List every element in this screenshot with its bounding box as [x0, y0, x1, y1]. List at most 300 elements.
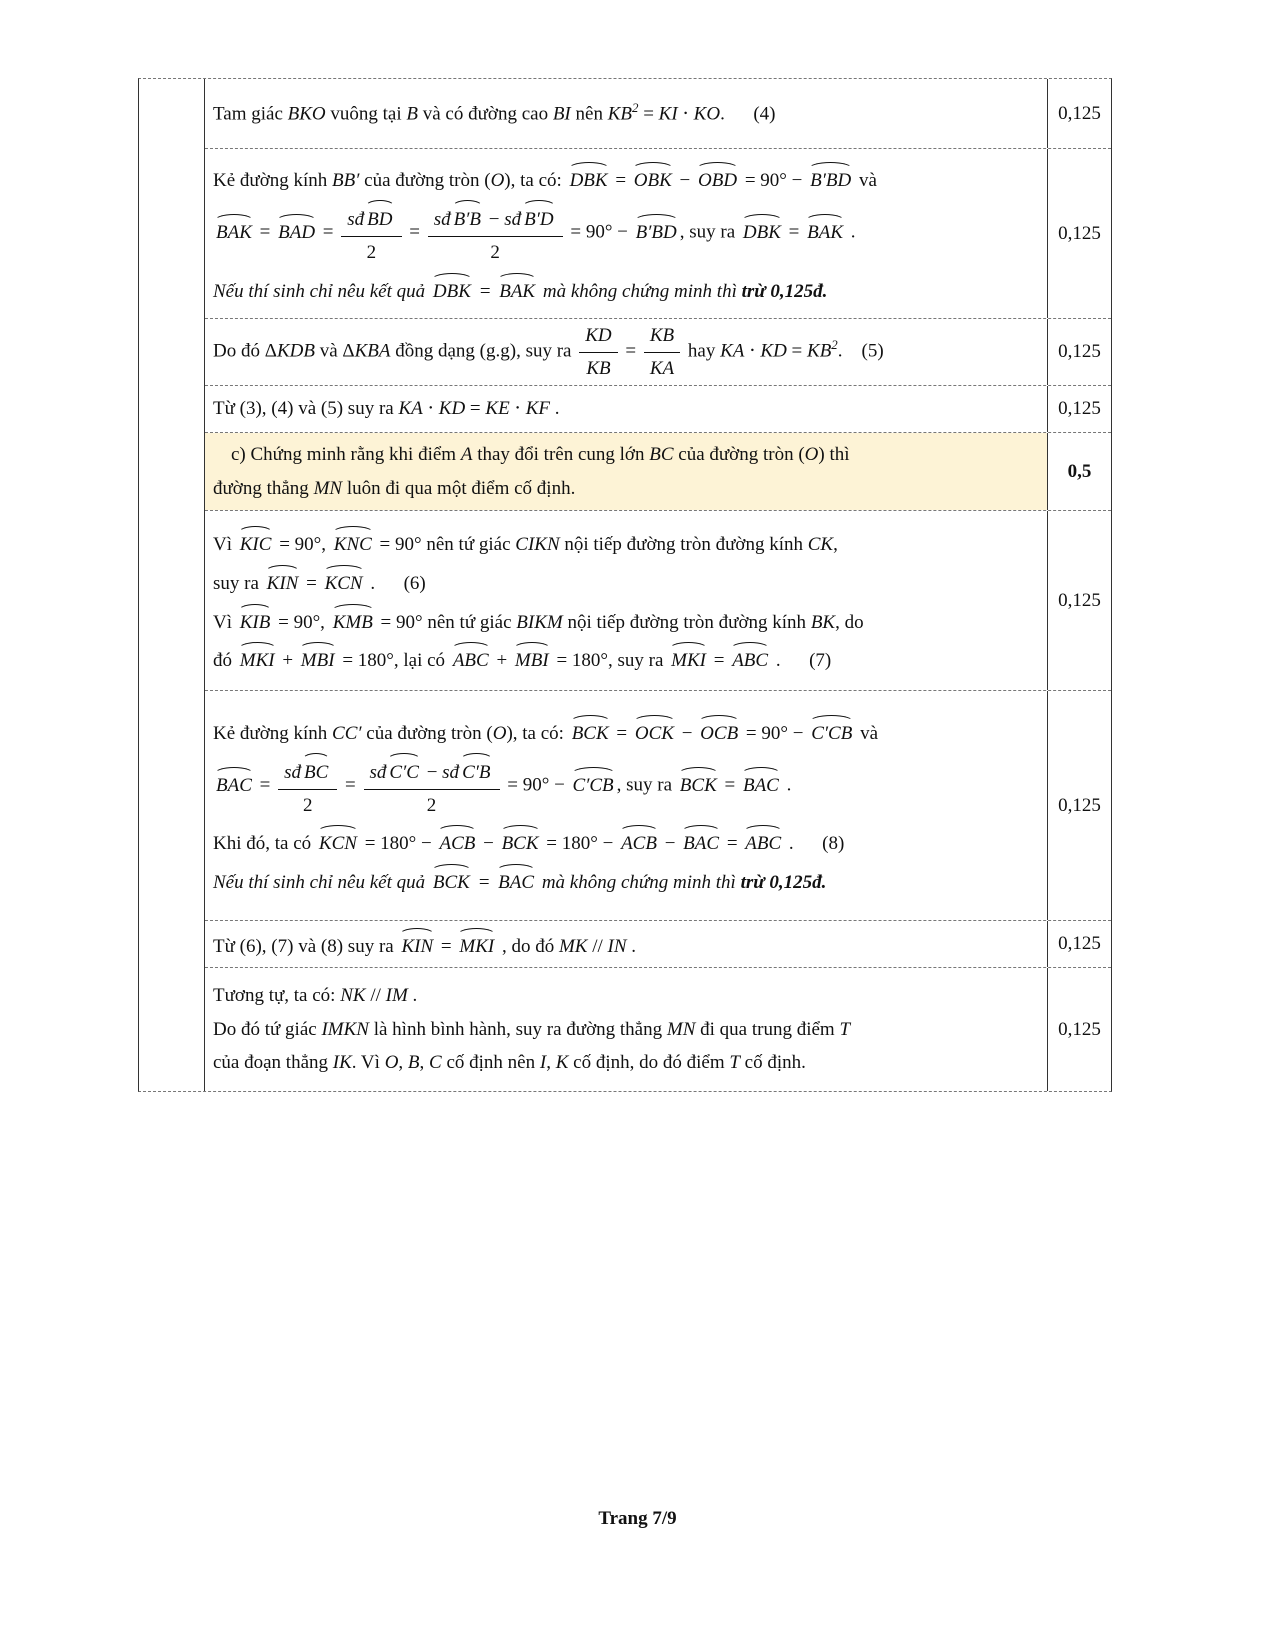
- points-cell: 0,125: [1047, 79, 1111, 148]
- math-text: BAK: [499, 280, 536, 302]
- math-text: OCB: [700, 722, 739, 744]
- text: ) thì: [818, 443, 850, 465]
- text: . (8): [784, 833, 845, 855]
- angle-arc: [317, 825, 359, 858]
- math-text: KIB: [239, 611, 271, 633]
- angle-arc: [214, 767, 254, 800]
- angle-arc: [265, 565, 301, 598]
- text: =: [786, 340, 808, 362]
- points-cell: 0,125: [1047, 511, 1111, 690]
- angle-arc: [634, 214, 679, 247]
- text: Tam giác: [213, 103, 288, 125]
- text: −: [659, 833, 681, 855]
- math-text: KIN: [266, 572, 299, 594]
- math-text: KMB: [332, 611, 373, 633]
- text: vuông tại: [325, 103, 407, 125]
- text: 2: [426, 794, 437, 816]
- math-text: BC: [649, 443, 674, 465]
- table-rows: [205, 79, 1111, 1091]
- table-row: [205, 511, 1111, 691]
- text: và: [854, 169, 877, 191]
- text: cố định, do đó điểm: [568, 1052, 730, 1074]
- text: Nếu thí sinh chỉ nêu kết quả: [213, 280, 430, 302]
- table-row: [205, 921, 1111, 968]
- math-text: C′CB: [811, 722, 853, 744]
- text-line: [213, 159, 1037, 198]
- math-text: BCK: [501, 833, 539, 855]
- math-text: sđ: [433, 209, 451, 231]
- angle-arc: [460, 753, 492, 787]
- math-text: KD: [760, 340, 787, 362]
- math-text: BCK: [679, 774, 717, 796]
- math-text: KB: [807, 340, 832, 362]
- text: nội tiếp đường tròn đường kính: [562, 611, 811, 633]
- text: .: [549, 398, 560, 420]
- math-text: BAD: [278, 221, 316, 243]
- angle-arc: [632, 162, 674, 195]
- math-text: B′D: [524, 209, 554, 231]
- text: c) Chứng minh rằng khi điểm: [231, 443, 461, 465]
- text: Do đó tứ giác: [213, 1018, 322, 1040]
- text: =: [254, 774, 276, 796]
- text: = 90°,: [273, 611, 330, 633]
- angle-arc: [669, 642, 708, 675]
- text: . Vì: [351, 1052, 385, 1074]
- angle-arc: [437, 825, 477, 858]
- math-text: sđ: [504, 209, 522, 231]
- text: =: [611, 722, 632, 744]
- text: Do đó Δ: [213, 340, 277, 362]
- math-text: BKO: [287, 103, 326, 125]
- math-text: KIC: [239, 534, 272, 556]
- text: Kẻ đường kính: [213, 722, 333, 744]
- solution-cell: [205, 511, 1047, 690]
- question-c-statement: [205, 433, 1047, 510]
- angle-arc: [619, 825, 659, 858]
- text: //: [365, 985, 386, 1007]
- points-cell: 0,125: [1047, 921, 1111, 967]
- math-text: B′BD: [810, 169, 852, 191]
- math-text: T: [839, 1018, 851, 1040]
- text: =: [722, 833, 743, 855]
- text: −: [674, 169, 695, 191]
- question-number-column: [139, 79, 205, 1091]
- superscript: 2: [631, 100, 639, 116]
- math-text: BI: [552, 103, 571, 125]
- math-text: KF: [525, 398, 550, 420]
- text-line: [213, 712, 1037, 751]
- points-cell: 0,125: [1047, 149, 1111, 318]
- angle-arc: [302, 753, 330, 787]
- text-line: [213, 750, 1037, 822]
- angle-arc: [214, 214, 254, 247]
- table-row-question-c: [205, 433, 1111, 511]
- math-text: O: [804, 443, 819, 465]
- text: ⋅: [422, 398, 439, 420]
- text: 2: [302, 794, 313, 816]
- text-line: [213, 562, 1037, 601]
- text: đường thẳng: [213, 477, 314, 499]
- math-text: KCN: [324, 572, 363, 594]
- angle-arc: [238, 526, 274, 559]
- points-cell: 0,125: [1047, 691, 1111, 920]
- text: = 180° −: [359, 833, 437, 855]
- angle-arc: [331, 604, 375, 637]
- text: Vì: [213, 534, 237, 556]
- angle-arc: [497, 273, 537, 306]
- angle-arc: [323, 565, 365, 598]
- angle-arc: [452, 200, 483, 234]
- math-text: B: [406, 103, 418, 125]
- math-text: sđ: [347, 209, 365, 231]
- text-line: [213, 472, 1037, 506]
- solution-cell: [205, 921, 1047, 967]
- text: .: [781, 774, 792, 796]
- text: của đoạn thẳng: [213, 1052, 333, 1074]
- angle-arc: [571, 767, 616, 800]
- math-text: K: [555, 1052, 569, 1074]
- angle-arc: [633, 715, 676, 748]
- math-text: C′B: [462, 762, 491, 784]
- math-text: KDB: [276, 340, 315, 362]
- solution-table: [138, 78, 1112, 1092]
- angle-arc: [678, 767, 719, 800]
- text: =: [620, 340, 641, 362]
- text: = 90° −: [502, 774, 570, 796]
- angle-arc: [730, 642, 770, 675]
- text: ⋅: [677, 103, 694, 125]
- text: luôn đi qua một điểm cố định.: [342, 477, 576, 499]
- text: hay: [683, 340, 721, 362]
- text: =: [610, 169, 631, 191]
- math-text: BAC: [498, 871, 535, 893]
- text: =: [708, 650, 730, 672]
- text: và Δ: [314, 340, 355, 362]
- text: và: [855, 722, 878, 744]
- text: =: [436, 935, 457, 957]
- solution-cell: [205, 968, 1047, 1091]
- text: =: [404, 221, 425, 243]
- angle-arc: [500, 825, 541, 858]
- text-line: [213, 1013, 1037, 1047]
- text: +: [277, 650, 298, 672]
- text: = 90° nên tứ giác: [375, 611, 517, 633]
- text-line: [213, 438, 1037, 472]
- angle-arc: [431, 273, 473, 306]
- angle-arc: [808, 162, 853, 195]
- text: ,: [398, 1052, 408, 1074]
- math-text: KNC: [333, 534, 372, 556]
- bold-text: trừ 0,125đ.: [741, 280, 828, 302]
- text: Từ (3), (4) và (5) suy ra: [213, 398, 399, 420]
- fraction: [576, 322, 620, 382]
- angle-arc: [451, 642, 491, 675]
- fraction: [361, 753, 503, 819]
- points-cell: 0,125: [1047, 386, 1111, 432]
- solution-cell: [205, 79, 1047, 148]
- text: mà không chứng minh thì: [538, 280, 742, 302]
- text: +: [491, 650, 512, 672]
- text: .: [846, 221, 856, 243]
- text-line: [213, 639, 1037, 678]
- solution-cell: [205, 691, 1047, 920]
- text: Từ (6), (7) và (8) suy ra: [213, 935, 399, 957]
- math-text: KB: [649, 324, 675, 346]
- math-text: C′C: [389, 762, 419, 784]
- table-row: [205, 691, 1111, 921]
- angle-arc: [805, 214, 845, 247]
- angle-arc: [238, 604, 273, 637]
- text: = 90° −: [565, 221, 633, 243]
- text: ⋅: [744, 340, 761, 362]
- text: Tương tự, ta có:: [213, 985, 341, 1007]
- table-row: [205, 386, 1111, 433]
- text: =: [473, 280, 497, 302]
- math-text: A: [460, 443, 473, 465]
- math-text: MN: [666, 1018, 696, 1040]
- math-text: sđ: [284, 762, 302, 784]
- text: −: [478, 833, 499, 855]
- math-text: ABC: [745, 833, 782, 855]
- angle-arc: [743, 825, 783, 858]
- math-text: MKI: [671, 650, 706, 672]
- math-text: ACB: [621, 833, 657, 855]
- text-line: [213, 601, 1037, 640]
- math-text: CC′: [332, 722, 362, 744]
- text: = 180°, suy ra: [551, 650, 669, 672]
- text: =: [340, 774, 361, 796]
- angle-arc: [741, 214, 783, 247]
- angle-arc: [387, 753, 421, 787]
- math-text: OCK: [634, 722, 674, 744]
- angle-arc: [399, 928, 435, 961]
- text-line: [213, 392, 1037, 426]
- text: =: [318, 221, 339, 243]
- text: . (7): [771, 650, 832, 672]
- math-text: KE: [485, 398, 510, 420]
- math-text: MKI: [459, 935, 495, 957]
- text-line: [213, 197, 1037, 269]
- text: −: [676, 722, 698, 744]
- angle-arc: [332, 526, 374, 559]
- text: , do đó: [497, 935, 559, 957]
- math-text: DBK: [742, 221, 781, 243]
- math-text: IMKN: [321, 1018, 369, 1040]
- text: =: [783, 221, 805, 243]
- math-text: CK: [807, 534, 834, 556]
- text: ,: [419, 1052, 430, 1074]
- text-line: [213, 270, 1037, 309]
- text: ), ta có:: [506, 722, 569, 744]
- math-text: OBD: [698, 169, 738, 191]
- text: của đường tròn (: [359, 169, 491, 191]
- angle-arc: [522, 200, 555, 234]
- solution-cell: [205, 149, 1047, 318]
- text: −: [484, 209, 505, 231]
- angle-arc: [809, 715, 854, 748]
- text: Vì: [213, 611, 237, 633]
- math-text: BCK: [432, 871, 470, 893]
- angle-arc: [365, 200, 394, 234]
- text: ,: [546, 1052, 556, 1074]
- math-text: MBI: [300, 650, 335, 672]
- text-line: [213, 319, 1037, 385]
- fraction: [275, 753, 340, 819]
- text: =: [472, 871, 496, 893]
- math-text: ACB: [439, 833, 476, 855]
- text: = 180° −: [541, 833, 619, 855]
- math-text: IM: [385, 985, 408, 1007]
- text: ⋅: [509, 398, 526, 420]
- math-text: C′CB: [572, 774, 614, 796]
- fraction: [425, 200, 566, 266]
- text: = 90° nên tứ giác: [374, 534, 516, 556]
- text: Nếu thí sinh chỉ nêu kết quả: [213, 871, 430, 893]
- angle-arc: [431, 864, 472, 897]
- text: //: [587, 935, 608, 957]
- math-text: O: [492, 722, 507, 744]
- math-text: DBK: [432, 280, 471, 302]
- math-text: B: [407, 1052, 420, 1074]
- math-text: NK: [340, 985, 366, 1007]
- math-text: OBK: [633, 169, 672, 191]
- math-text: BAC: [216, 774, 252, 796]
- angle-arc: [457, 928, 496, 961]
- math-text: sđ: [442, 762, 460, 784]
- math-text: BC: [304, 762, 329, 784]
- angle-arc: [698, 715, 740, 748]
- math-text: T: [729, 1052, 740, 1074]
- math-text: C: [429, 1052, 442, 1074]
- angle-arc: [513, 642, 551, 675]
- text: đi qua trung điểm: [695, 1018, 840, 1040]
- text: Kẻ đường kính: [213, 169, 333, 191]
- table-row: [205, 319, 1111, 386]
- text-line: [213, 861, 1037, 900]
- table-row: [205, 79, 1111, 149]
- text: =: [638, 103, 659, 125]
- angle-arc: [276, 214, 317, 247]
- text-line: [213, 925, 1037, 964]
- text: đó: [213, 650, 237, 672]
- text: nên: [570, 103, 608, 125]
- angle-arc: [496, 864, 536, 897]
- math-text: BD: [367, 209, 393, 231]
- text: 2: [490, 242, 500, 263]
- text-line: [213, 96, 1037, 131]
- text: của đường tròn (: [361, 722, 493, 744]
- solution-cell: [205, 386, 1047, 432]
- math-text: KBA: [354, 340, 391, 362]
- text: ), ta có:: [504, 169, 567, 191]
- math-text: IK: [332, 1052, 352, 1074]
- text: = 90° −: [740, 169, 808, 191]
- page-footer: Trang 7/9: [598, 1508, 677, 1529]
- math-text: B′B: [453, 209, 481, 231]
- text: ,: [833, 534, 838, 556]
- angle-arc: [568, 162, 610, 195]
- math-text: BCK: [571, 722, 609, 744]
- math-text: ABC: [732, 650, 769, 672]
- fraction: [641, 322, 683, 382]
- angle-arc: [741, 767, 781, 800]
- points-cell: 0,5: [1047, 433, 1111, 510]
- math-text: BAK: [807, 221, 843, 243]
- angle-arc: [681, 825, 721, 858]
- math-text: KB: [586, 357, 611, 379]
- math-text: DBK: [569, 169, 608, 191]
- math-text: B′BD: [635, 221, 677, 243]
- math-text: KD: [585, 324, 612, 346]
- math-text: KIN: [401, 935, 434, 957]
- text: đồng dạng (g.g), suy ra: [390, 340, 577, 362]
- math-text: IN: [607, 935, 627, 957]
- text: suy ra: [213, 572, 264, 594]
- text: = 90° −: [741, 722, 809, 744]
- text: 2: [366, 242, 377, 263]
- math-text: BK: [810, 611, 836, 633]
- table-row: [205, 968, 1111, 1091]
- text: Khi đó, ta có: [213, 833, 316, 855]
- text-line: [213, 1046, 1037, 1080]
- text: thay đổi trên cung lớn: [472, 443, 650, 465]
- math-text: ABC: [452, 650, 489, 672]
- math-text: I: [539, 1052, 547, 1074]
- text-line: [213, 979, 1037, 1013]
- angle-arc: [238, 642, 277, 675]
- math-text: MK: [558, 935, 588, 957]
- text: =: [301, 572, 322, 594]
- math-text: KA: [720, 340, 745, 362]
- points-cell: 0,125: [1047, 968, 1111, 1091]
- angle-arc: [696, 162, 739, 195]
- table-row: [205, 149, 1111, 319]
- fraction: [338, 200, 404, 266]
- math-text: BAC: [683, 833, 720, 855]
- text: = 90°,: [274, 534, 331, 556]
- math-text: KO: [693, 103, 721, 125]
- text-line: [213, 822, 1037, 861]
- text: và có đường cao: [418, 103, 553, 125]
- text: −: [421, 762, 443, 784]
- math-text: BB′: [332, 169, 360, 191]
- text: của đường tròn (: [673, 443, 805, 465]
- text: =: [465, 398, 486, 420]
- text: . (4): [720, 103, 776, 125]
- math-text: sđ: [369, 762, 387, 784]
- math-text: O: [490, 169, 505, 191]
- solution-cell: [205, 319, 1047, 385]
- math-text: KA: [649, 357, 675, 379]
- text: .: [407, 985, 418, 1007]
- angle-arc: [570, 715, 611, 748]
- points-cell: 0,125: [1047, 319, 1111, 385]
- math-text: MN: [313, 477, 343, 499]
- math-text: KCN: [318, 833, 357, 855]
- math-text: BIKM: [516, 611, 563, 633]
- bold-text: trừ 0,125đ.: [740, 871, 827, 893]
- text: =: [254, 221, 276, 243]
- text: =: [719, 774, 740, 796]
- math-text: KB: [607, 103, 632, 125]
- math-text: CIKN: [515, 534, 560, 556]
- text: , suy ra: [679, 221, 740, 243]
- text: , suy ra: [616, 774, 677, 796]
- angle-arc: [299, 642, 337, 675]
- math-text: MKI: [239, 650, 275, 672]
- math-text: BAK: [216, 221, 252, 243]
- text: = 180°, lại có: [337, 650, 450, 672]
